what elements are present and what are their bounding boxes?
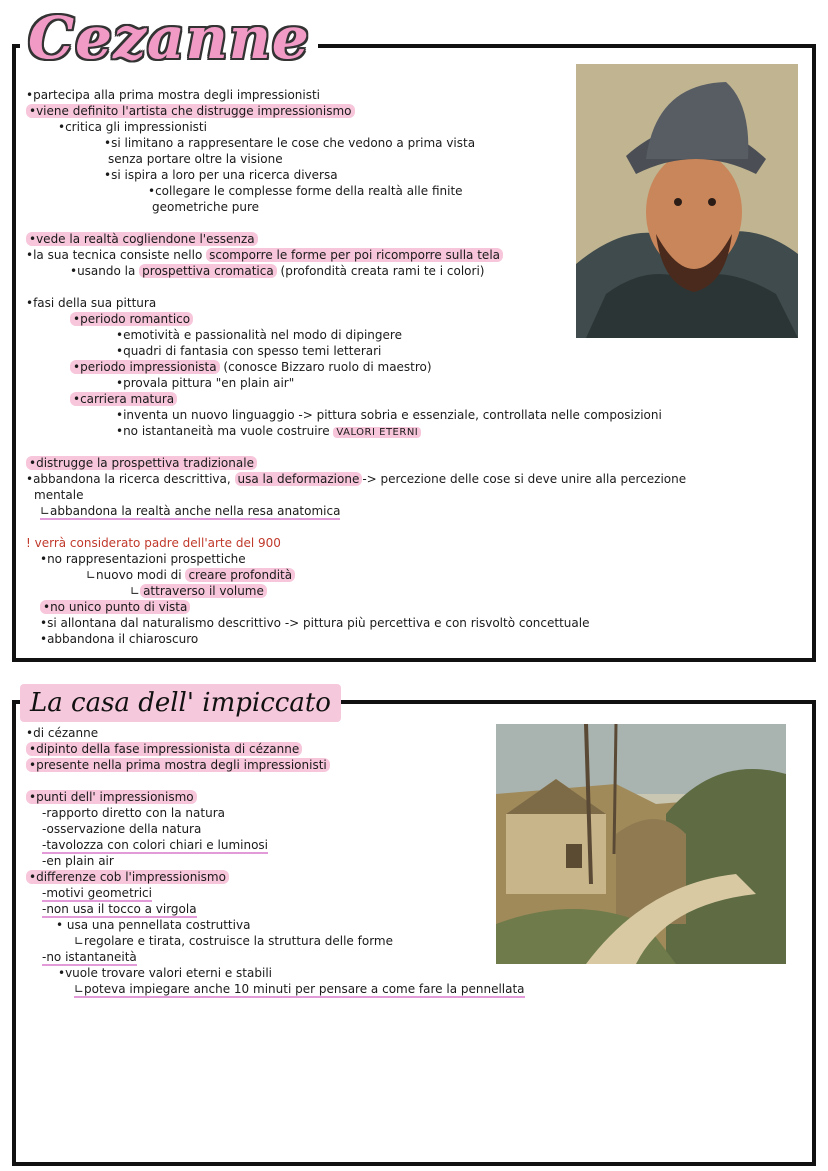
note-text: senza portare oltre la visione [108, 152, 283, 166]
note-line [148, 184, 463, 199]
note-text-highlight: •periodo romantico [70, 312, 193, 326]
note-text: ∟ [130, 584, 141, 598]
note-text-highlight: •differenze cob l'impressionismo [26, 870, 229, 884]
note-line [116, 328, 402, 343]
note-line [34, 488, 83, 503]
note-line [70, 312, 193, 327]
note-text: (profondità creata rami te i colori) [276, 264, 485, 278]
note-line [116, 376, 294, 391]
note-text-highlight: attraverso il volume [140, 584, 267, 598]
note-line [116, 408, 662, 423]
note-line [42, 854, 114, 869]
note-line [26, 472, 686, 487]
note-text-underline: -tavolozza con colori chiari e luminosi [42, 838, 268, 852]
note-tag: VALORI ETERNI [333, 427, 421, 438]
note-text: •abbandona la ricerca descrittiva, [26, 472, 235, 486]
note-line-warning [26, 536, 281, 551]
note-line [26, 870, 229, 885]
note-text: •inventa un nuovo linguaggio -> pittura sobria e essenziale, controllata nelle composizioni [116, 408, 662, 422]
note-line [58, 120, 207, 135]
note-text: •quadri di fantasia con spesso temi letterari [116, 344, 382, 358]
note-text: •collegare le complesse forme della realtà alle finite [148, 184, 463, 198]
section-title-casa-impiccato: La casa dell' impiccato [20, 684, 341, 722]
note-text: •no rappresentazioni prospettiche [40, 552, 246, 566]
note-line [26, 104, 355, 119]
note-line [26, 790, 197, 805]
note-line [58, 966, 272, 981]
note-text: geometriche pure [152, 200, 260, 214]
note-line [40, 616, 589, 631]
note-text-highlight: •viene definito l'artista che distrugge impressionismo [26, 104, 355, 118]
note-line [86, 568, 295, 583]
note-text: •si allontana dal naturalismo descrittivo -> pittura più percettiva e con risvoltò concettuale [40, 616, 590, 630]
note-line [40, 632, 198, 647]
note-text: •usando la [70, 264, 140, 278]
note-text: ∟regolare e tirata, costruisce la struttura delle forme [74, 934, 393, 948]
note-line [26, 248, 503, 263]
note-line [26, 758, 330, 773]
note-text-highlight: •no unico punto di vista [40, 600, 190, 614]
note-line [74, 934, 393, 949]
note-text-highlight: •vede la realtà cogliendone l'essenza [26, 232, 258, 246]
note-text-underline: -motivi geometrici [42, 886, 152, 900]
note-line [26, 456, 257, 471]
note-text: -osservazione della natura [42, 822, 202, 836]
note-line [42, 822, 201, 837]
note-line [130, 584, 267, 599]
note-text: •vuole trovare valori eterni e stabili [58, 966, 272, 980]
note-line [26, 742, 302, 757]
note-line [40, 552, 246, 567]
note-text-highlight: •periodo impressionista [70, 360, 220, 374]
note-text: •no istantaneità ma vuole costruire [116, 424, 334, 438]
note-line [104, 168, 338, 183]
note-text-highlight: •punti dell' impressionismo [26, 790, 197, 804]
note-text-highlight: prospettiva cromatica [139, 264, 277, 278]
casa-impiccato-painting-image [496, 724, 786, 964]
note-text-highlight: •dipinto della fase impressionista di cézanne [26, 742, 302, 756]
note-line [26, 296, 156, 311]
note-line [42, 886, 152, 901]
note-text: -en plain air [42, 854, 114, 868]
note-text: -> percezione delle cose si deve unire alla percezione [362, 472, 687, 486]
note-line [26, 232, 258, 247]
note-line [42, 950, 137, 965]
note-text: (conosce Bizzaro ruolo di maestro) [219, 360, 432, 374]
note-line [42, 902, 197, 917]
note-line [40, 504, 340, 519]
note-text-underline: ∟poteva impiegare anche 10 minuti per pensare a come fare la pennellata [74, 982, 525, 996]
note-text: ∟nuovo modi di [86, 568, 186, 582]
note-text: •critica gli impressionisti [58, 120, 207, 134]
note-line [26, 726, 98, 741]
note-text-highlight: •presente nella prima mostra degli impressionisti [26, 758, 330, 772]
note-text-highlight: •carriera matura [70, 392, 177, 406]
note-text: •emotività e passionalità nel modo di dipingere [116, 328, 402, 342]
note-text-highlight: creare profondità [185, 568, 295, 582]
cezanne-self-portrait-image [576, 64, 798, 338]
note-text-highlight: usa la deformazione [235, 472, 363, 486]
note-text: •abbandona il chiaroscuro [40, 632, 199, 646]
note-line [42, 806, 225, 821]
section-title-cezanne: Cezanne [20, 4, 318, 72]
note-text-underline: ∟abbandona la realtà anche nella resa anatomica [40, 504, 341, 518]
note-text-highlight: •distrugge la prospettiva tradizionale [26, 456, 257, 470]
note-line [70, 264, 484, 279]
note-line [116, 344, 381, 359]
note-text: •di cézanne [26, 726, 99, 740]
note-line [42, 838, 268, 853]
note-text: • usa una pennellata costruttiva [56, 918, 251, 932]
note-text: •si ispira a loro per una ricerca diversa [104, 168, 338, 182]
note-line [56, 918, 250, 933]
note-line [116, 424, 421, 440]
note-text: •fasi della sua pittura [26, 296, 157, 310]
note-text: ! verrà considerato padre dell'arte del 900 [26, 536, 281, 550]
note-text: •la sua tecnica consiste nello [26, 248, 207, 262]
note-line [70, 392, 177, 407]
note-text: •partecipa alla prima mostra degli impressionisti [26, 88, 321, 102]
note-text-underline: -no istantaneità [42, 950, 137, 964]
note-text-highlight: scomporre le forme per poi ricomporre sulla tela [206, 248, 503, 262]
note-text: mentale [34, 488, 84, 502]
note-text: •provala pittura "en plain air" [116, 376, 295, 390]
note-line [74, 982, 525, 997]
note-line [26, 88, 320, 103]
note-line [104, 136, 475, 151]
note-line [108, 152, 283, 167]
note-text-underline: -non usa il tocco a virgola [42, 902, 197, 916]
note-text: -rapporto diretto con la natura [42, 806, 225, 820]
note-text: •si limitano a rappresentare le cose che vedono a prima vista [104, 136, 476, 150]
note-line [152, 200, 259, 215]
note-line [40, 600, 190, 615]
note-line [70, 360, 432, 375]
